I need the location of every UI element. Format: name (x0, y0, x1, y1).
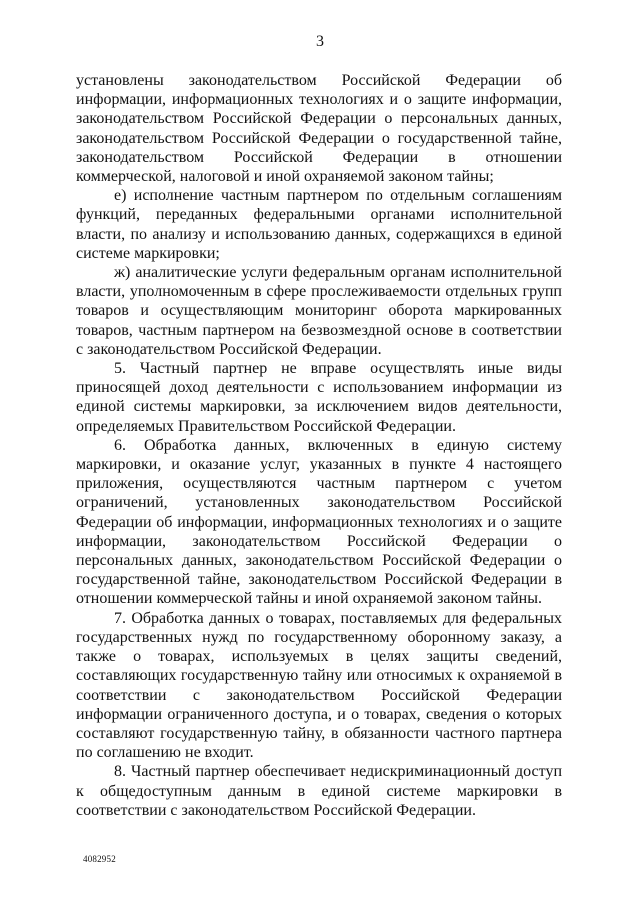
document-code: 4082952 (83, 854, 116, 864)
paragraph-continuation: установлены законодательством Российской Федерации об информации, информационных технологиях и о защите информации, законодательством Российской Федерации о персональных данных, законодательством Российской Федерации о государственной тайне, законодательством Российской Федерации в отношении коммерческой, налоговой и иной охраняемой законом тайны; (76, 72, 562, 186)
paragraph-item-zh: ж) аналитические услуги федеральным органам исполнительной власти, уполномоченным в сфере прослеживаемости отдельных групп товаров и осуществляющим мониторинг оборота маркированных товаров, частным партнером на безвозмездной основе в соответствии с законодательством Российской Федерации. (76, 264, 562, 358)
paragraph-6: 6. Обработка данных, включенных в единую систему маркировки, и оказание услуг, указанных в пункте 4 настоящего приложения, осуществляются частным партнером с учетом ограничений, установленных законодательством Российской Федерации об информации, информационных технологиях и о защите информации, законодательством Российской Федерации о персональных данных, законодательством Российской Федерации о государственной тайне, законодательством Российской Федерации в отношении коммерческой тайны и иной охраняемой законом тайны. (76, 436, 562, 608)
paragraph-item-e: е) исполнение частным партнером по отдельным соглашениям функций, переданных федеральными органами исполнительной власти, по анализу и использованию данных, содержащихся в единой системе маркировки; (76, 187, 562, 262)
document-body (76, 71, 562, 820)
paragraph-7: 7. Обработка данных о товарах, поставляемых для федеральных государственных нужд по государственному оборонному заказу, а также о товарах, используемых в целях защиты сведений, составляющих государственную тайну или относимых к охраняемой в соответствии с законодательством Российской Федерации информации ограниченного доступа, и о товарах, сведения о которых составляют государственную тайну, в обязанности частного партнера по соглашению не входит. (76, 609, 562, 762)
paragraph-5: 5. Частный партнер не вправе осуществлять иные виды приносящей доход деятельности с использованием информации из единой системы маркировки, за исключением видов деятельности, определяемых Правительством Российской Федерации. (76, 360, 562, 435)
paragraph-8: 8. Частный партнер обеспечивает недискриминационный доступ к общедоступным данным в единой системе маркировки в соответствии с законодательством Российской Федерации. (76, 763, 562, 819)
page-number: 3 (316, 33, 324, 50)
